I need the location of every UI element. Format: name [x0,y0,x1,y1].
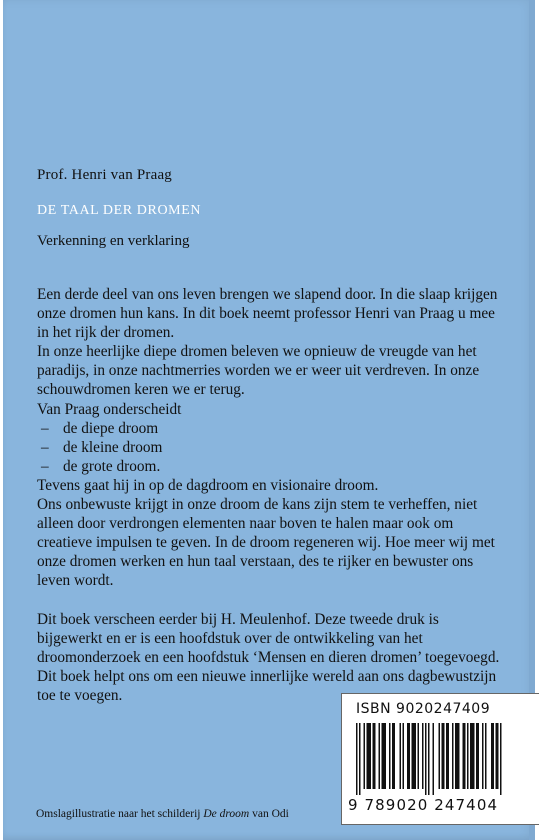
author-name: Prof. Henri van Praag [37,167,172,183]
barcode-bar [359,723,361,795]
barcode-bar [412,723,417,789]
barcode-bar [400,723,402,789]
barcode-bar [356,723,358,795]
blurb-text [37,285,507,705]
paragraph-gap [37,591,507,610]
dream-types-list [37,419,507,476]
blurb-paragraph: In onze heerlijke diepe dromen beleven we opnieuw de vreugde van het paradijs, in onze nachtmerries worden we er weer uit verdreven. In onze schouwdromen keren we er terug. [37,343,480,399]
barcode-bar [428,723,430,795]
barcode-bar [382,723,387,789]
barcode-bar [364,723,366,789]
credit-suffix: van Odi [252,808,289,820]
barcode-bar [455,723,460,789]
barcode-bar [463,723,466,789]
barcode-bar [446,723,449,789]
barcode-sticker [341,693,539,825]
barcode-bar [422,723,424,789]
credit-prefix: Omslagillustratie naar het schilderij [36,808,201,820]
credit-work-title: De droom [203,808,250,820]
barcode-bar [476,723,479,789]
barcode-bar [482,723,484,789]
barcode-bar [496,723,499,789]
barcode-bar [500,723,502,795]
barcode-bar [418,723,420,789]
list-item: – de kleine droom [37,438,507,457]
barcode-bar [433,723,435,795]
blurb-paragraph: Dit boek helpt ons om een nieuwe innerlijke wereld aan ons dagbewustzijn toe te voegen. [37,667,497,704]
list-item: – de diepe droom [37,419,507,438]
barcode-bar [403,723,405,789]
blurb-paragraph: Een derde deel van ons leven brengen we slapend door. In die slaap krijgen onze dromen hun kans. In dit boek neemt professor Henri van Praag u mee in het rijk der dromen. [37,286,498,342]
barcode-bar [389,723,391,789]
barcode-bar [470,723,475,789]
ean-digits: 9 789020 247404 [348,796,499,814]
barcode-icon [350,723,536,795]
barcode-bar [439,723,441,789]
blurb-paragraph: Tevens gaat hij in op de dagdroom en visionaire droom. [37,476,379,494]
isbn-label: ISBN 9020247409 [356,701,491,717]
blurb-paragraph: Dit boek verscheen eerder bij H. Meulenhof. Deze tweede druk is bijgewerkt en er is een hoofdstuk over de ontwikkeling van het droomonderzoek en een hoofdstuk ‘Mensen en dieren dromen’ toegevoegd. [37,610,500,666]
barcode-bar [392,723,395,789]
list-item: – de grote droom. [37,457,507,476]
barcode-bar [373,723,376,789]
barcode-bar [452,723,454,789]
barcode-bar [467,723,469,789]
barcode-bar [407,723,410,789]
barcode-bar [485,723,487,789]
book-title: DE TAAL DER DROMEN [37,203,202,218]
barcode-bar [442,723,445,789]
book-subtitle: Verkenning en verklaring [37,233,190,249]
blurb-paragraph: Ons onbewuste krijgt in onze droom de kans zijn stem te verheffen, niet alleen door verdrongen elementen naar boven te halen maar ook om creatieve impulsen te geven. In de droom regeneren wij. Hoe meer wij met onze dromen werken en hun taal verstaan, des te rijker en bewuster ons leven wordt. [37,496,495,590]
blurb-paragraph: Van Praag onderscheidt [37,400,182,418]
barcode-bar [367,723,372,789]
barcode-bar [379,723,381,789]
cover-illustration-credit [36,808,289,820]
barcode-bar [425,723,427,795]
barcode-bar [491,723,494,789]
